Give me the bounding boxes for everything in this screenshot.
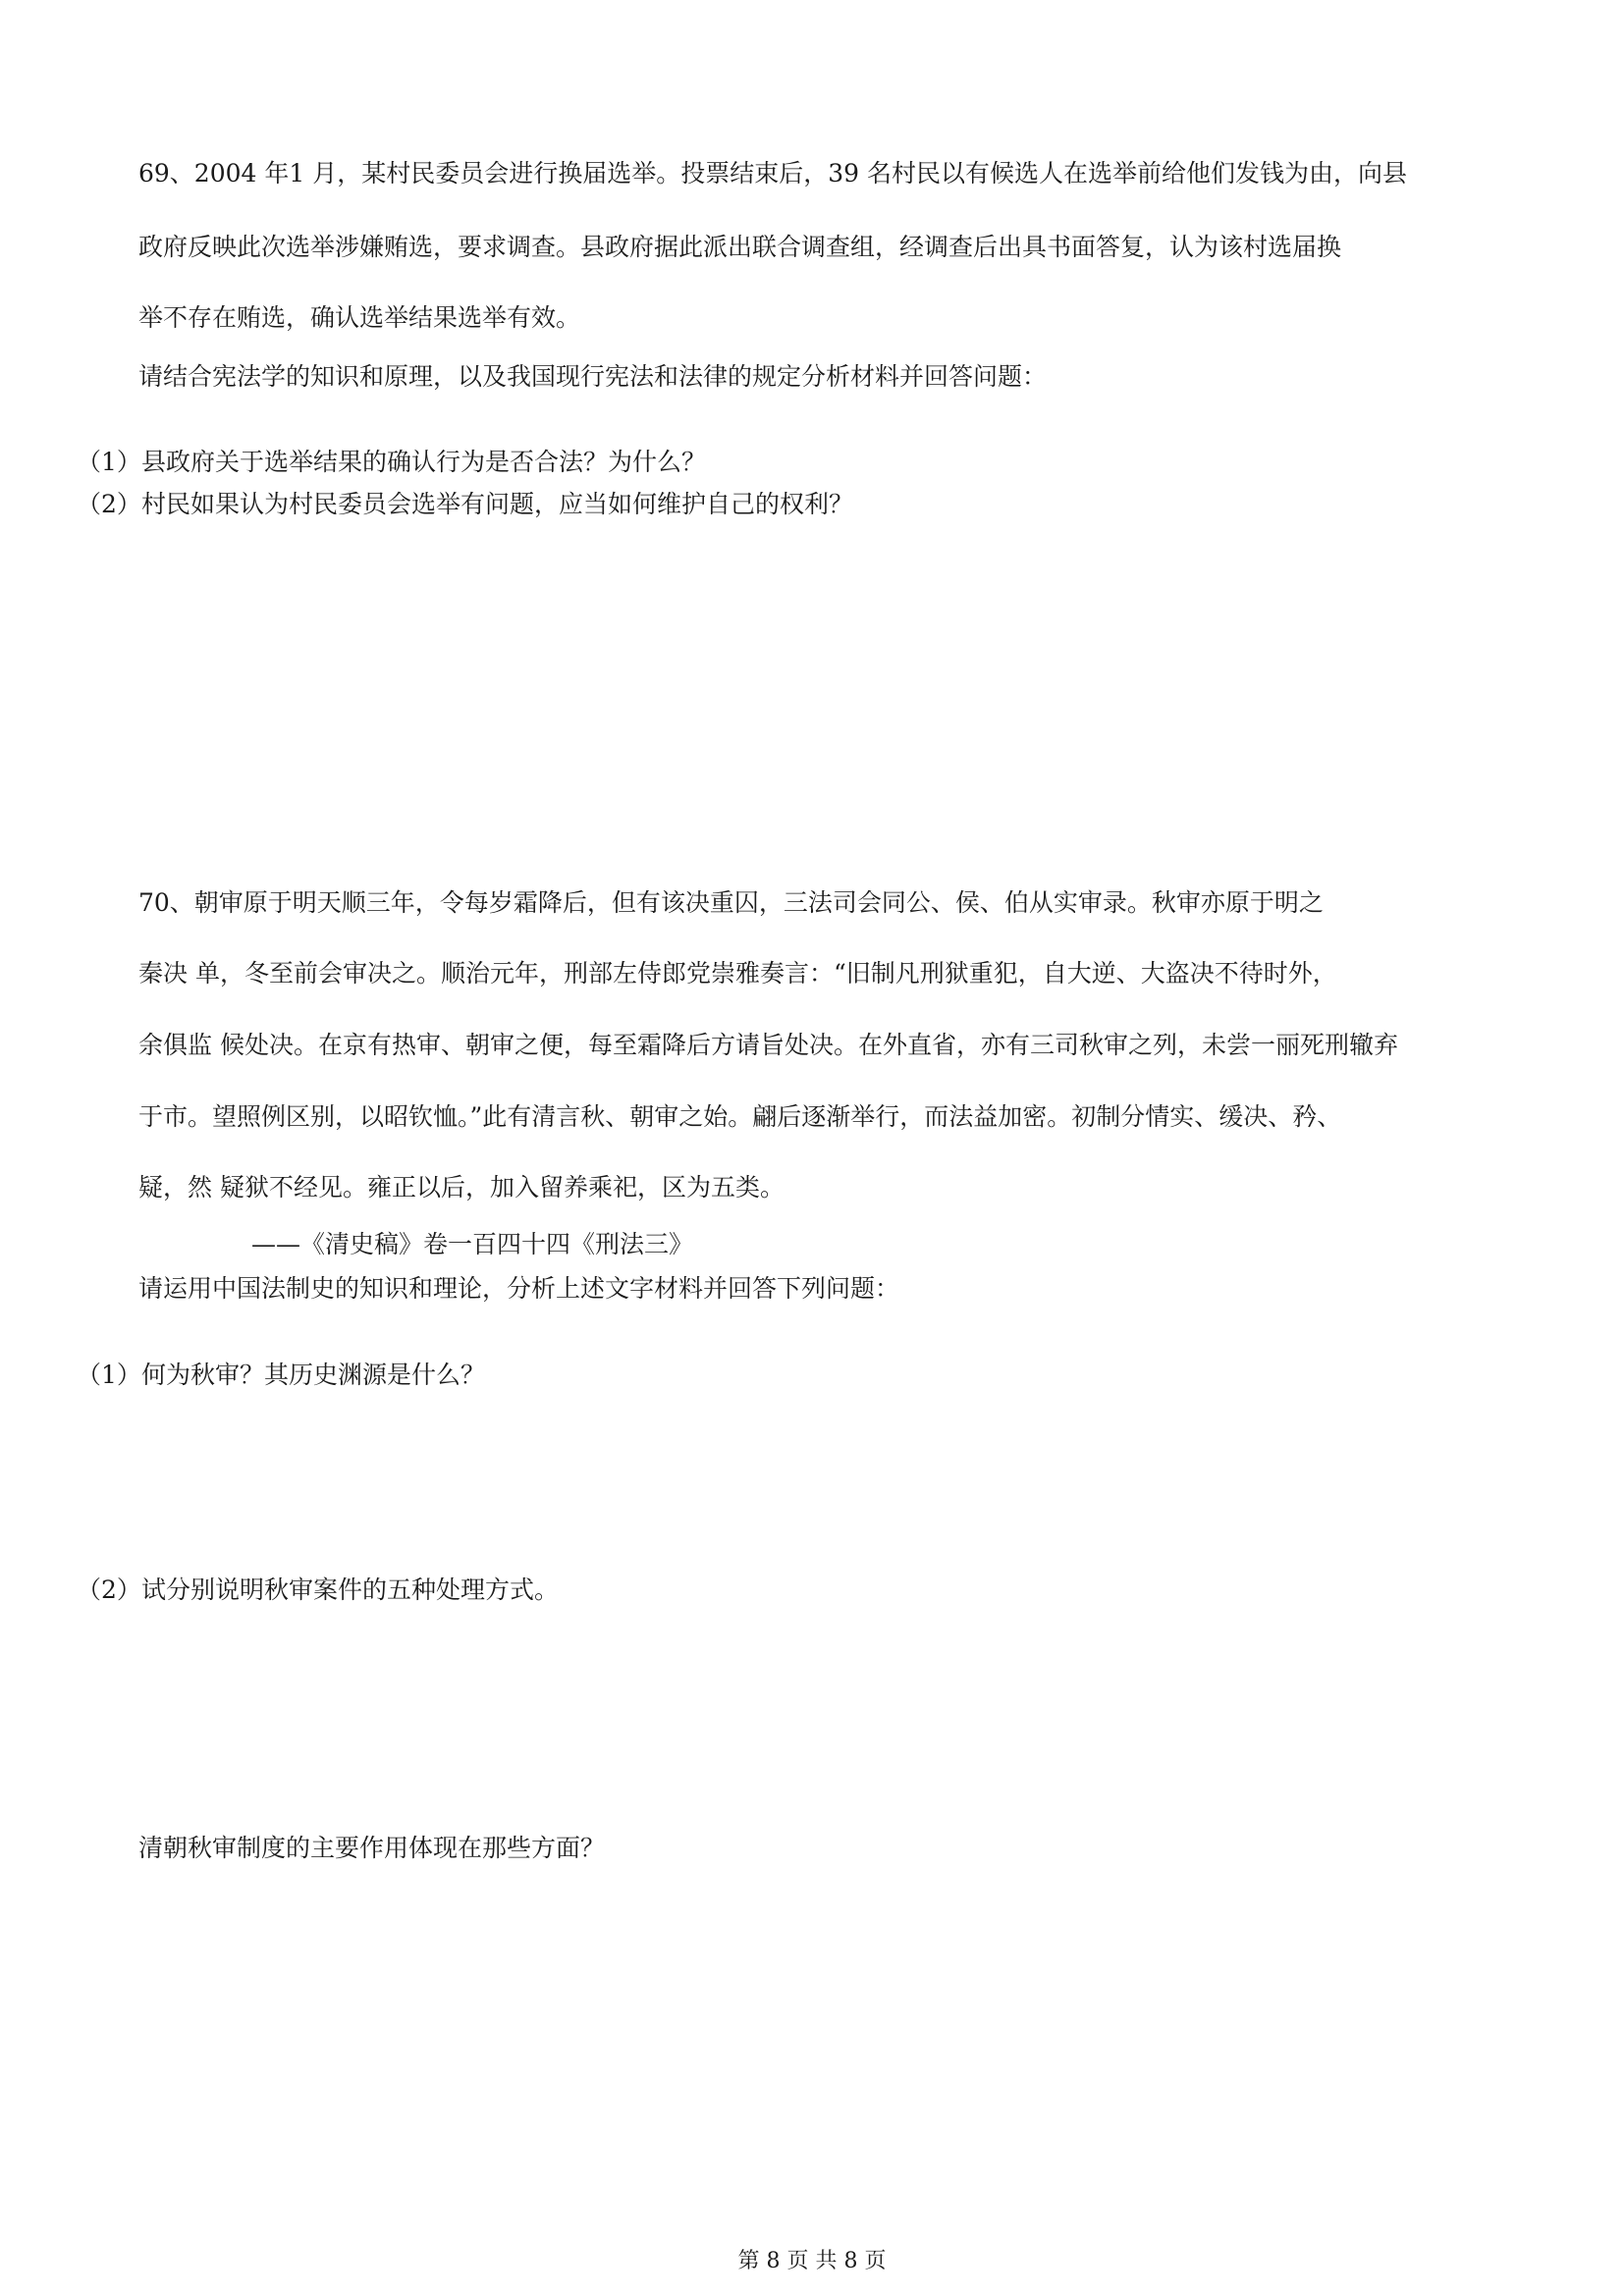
q70-subquestion-1-text: 何为秋审？其历史渊源是什么？ [141,1361,486,1389]
q70-line-1: 70、朝审原于明天顺三年，令每岁霜降后，但有该决重囚，三法司会同公、侯、伯从实审录。秋审亦原于明之 [138,888,1324,917]
q69-line-1: 69、2004 年1 月，某村民委员会进行换届选举。投票结束后，39 名村民以有候选人在选举前给他们发钱为由，向县 [138,159,1407,187]
q70-subquestion-1 [77,1359,485,1392]
q69-subquestion-1 [77,446,706,479]
q70-subquestion-2-number: （2） [77,1575,141,1604]
q69-line-3: 举不存在贿选，确认选举结果选举有效。 [138,303,581,332]
q69-instruction: 请结合宪法学的知识和原理，以及我国现行宪法和法律的规定分析材料并回答问题： [138,362,1048,391]
q70-subquestion-2-text: 试分别说明秋审案件的五种处理方式。 [141,1575,560,1604]
q69-subquestion-2 [77,488,853,521]
q69-line-2: 政府反映此次选举涉嫌贿选，要求调查。县政府据此派出联合调查组，经调查后出具书面答复，认为该村选届换 [138,233,1342,261]
q70-line-4: 于市。望照例区别，以昭钦恤。”此有清言秋、朝审之始。翩后逐渐举行，而法益加密。初制分情实、缓决、矜、 [138,1102,1342,1131]
q69-subquestion-2-text: 村民如果认为村民委员会选举有问题，应当如何维护自己的权利？ [141,490,854,518]
q70-line-2: 秦决 单，冬至前会审决之。顺治元年，刑部左侍郎党崇雅奏言：“旧制凡刑狱重犯，自大逆、大盗决不待时外， [138,959,1337,988]
q70-source-citation: ——《清史稿》卷一百四十四《刑法三》 [251,1230,694,1258]
q69-subquestion-1-text: 县政府关于选举结果的确认行为是否合法？为什么？ [141,448,707,476]
q70-instruction: 请运用中国法制史的知识和理论，分析上述文字材料并回答下列问题： [138,1274,900,1303]
q69-subquestion-1-number: （1） [77,448,141,476]
q70-line-5: 疑，然 疑狱不经见。雍正以后，加入留养乘祀，区为五类。 [138,1173,785,1201]
q70-subquestion-1-number: （1） [77,1361,141,1389]
q69-subquestion-2-number: （2） [77,490,141,518]
q70-final-question: 清朝秋审制度的主要作用体现在那些方面？ [138,1834,606,1862]
q70-subquestion-2 [77,1574,559,1607]
q70-line-3: 余俱监 候处决。在京有热审、朝审之便，每至霜降后方请旨处决。在外直省，亦有三司秋审之列，未尝一丽死刑辙弃 [138,1031,1398,1059]
page-number: 第 8 页 共 8 页 [737,2249,887,2273]
